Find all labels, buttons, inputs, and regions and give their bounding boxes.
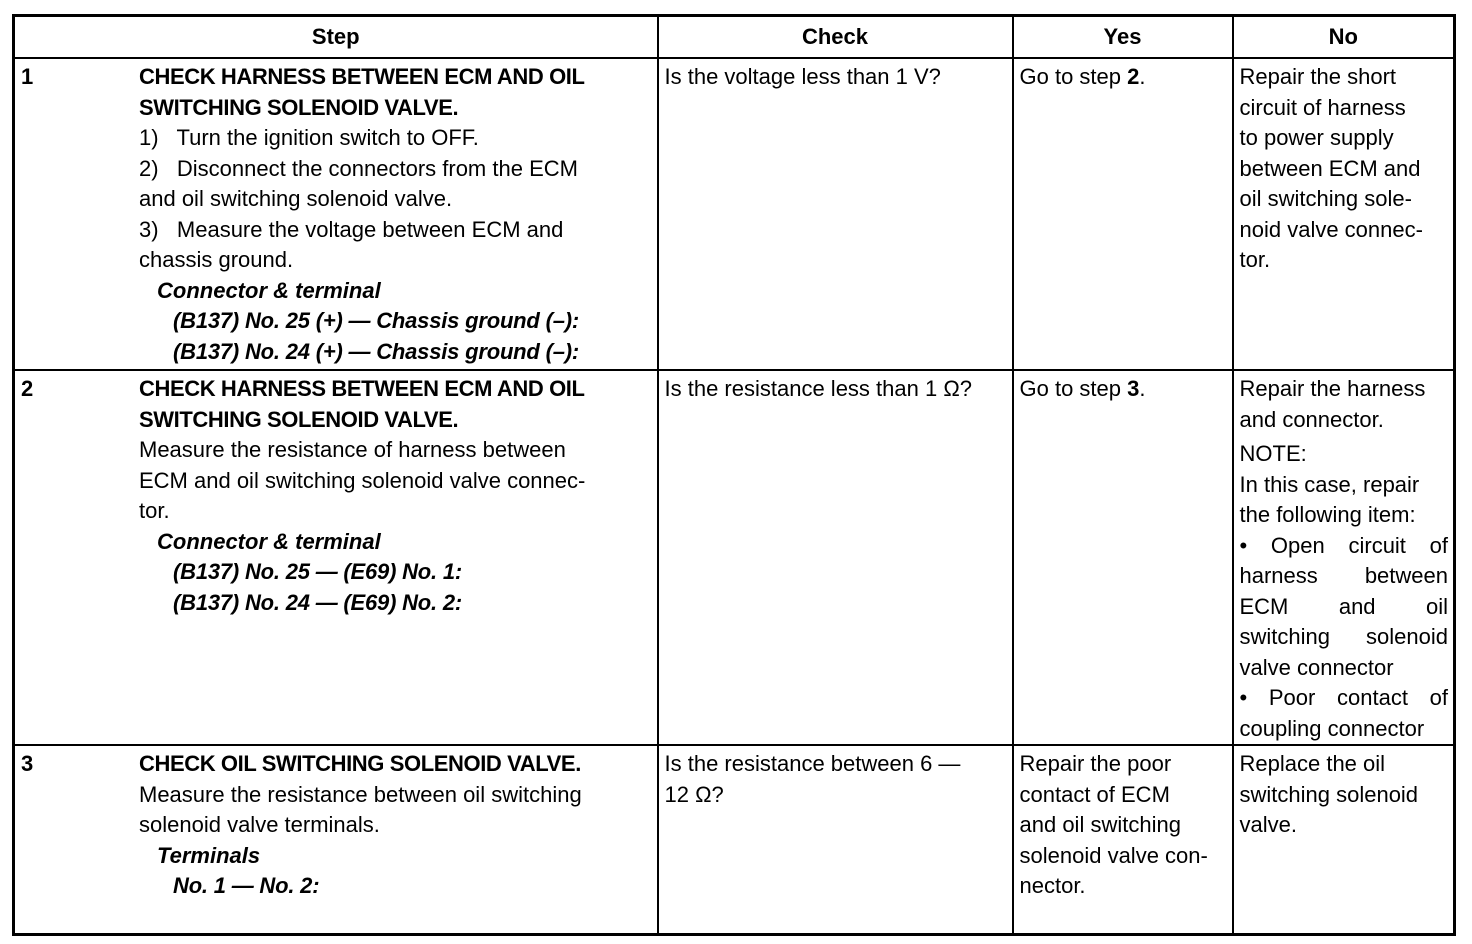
yes-text-line: contact of ECM xyxy=(1019,781,1170,807)
yes-text-line: and oil switching xyxy=(1019,812,1181,837)
connector-item: (B137) No. 24 — (E69) No. 2: xyxy=(173,589,463,615)
step-title-line: CHECK OIL SWITCHING SOLENOID VALVE. xyxy=(139,751,581,776)
step-description xyxy=(139,59,657,367)
check-cell xyxy=(658,370,1013,745)
no-text-line: Repair the harness xyxy=(1239,376,1426,401)
header-yes: Yes xyxy=(1013,16,1233,59)
connector-heading: Connector & terminal xyxy=(157,528,381,554)
note-line: • Open circuit of xyxy=(1239,532,1448,558)
diagnostic-table xyxy=(12,14,1456,936)
yes-text-line: Repair the poor xyxy=(1019,751,1172,776)
note-line: In this case, repair xyxy=(1239,471,1420,497)
note-line: the following item: xyxy=(1239,502,1416,527)
table-row xyxy=(14,745,1455,934)
check-cell xyxy=(658,745,1013,934)
check-cell xyxy=(658,58,1013,370)
header-step: Step xyxy=(14,16,658,59)
no-cell xyxy=(1233,745,1455,934)
connector-item: (B137) No. 24 (+) — Chassis ground (–): xyxy=(173,338,579,364)
no-text-line: Repair the short xyxy=(1239,64,1397,89)
step-cell xyxy=(14,370,658,745)
note-line: • Poor contact of xyxy=(1239,685,1448,710)
step-title-line: SWITCHING SOLENOID VALVE. xyxy=(139,94,459,120)
table-header-row xyxy=(14,16,1455,59)
terminal-item: No. 1 — No. 2: xyxy=(173,873,320,898)
table-row xyxy=(14,370,1455,745)
no-text-line: valve. xyxy=(1239,812,1297,837)
step-body-line: Measure the resistance of harness between xyxy=(139,437,566,462)
step-description xyxy=(139,371,657,618)
step-body-line: 1) Turn the ignition switch to OFF. xyxy=(139,125,479,150)
yes-step-number: 2 xyxy=(1127,64,1140,89)
check-text: Is the resistance less than 1 Ω? xyxy=(664,376,972,401)
no-text-line: between ECM and xyxy=(1239,155,1421,181)
table-row xyxy=(14,58,1455,370)
yes-text-line: nector. xyxy=(1019,873,1086,898)
no-cell xyxy=(1233,370,1455,745)
step-title-line: CHECK HARNESS BETWEEN ECM AND OIL xyxy=(139,64,585,89)
header-no: No xyxy=(1233,16,1455,59)
no-text-line: circuit of harness xyxy=(1239,94,1406,120)
check-text-line: 12 Ω? xyxy=(664,781,724,807)
connector-item: (B137) No. 25 — (E69) No. 1: xyxy=(173,559,463,584)
check-text-line: Is the resistance between 6 — xyxy=(664,751,961,776)
step-number: 1 xyxy=(21,64,34,89)
step-body-line: and oil switching solenoid valve. xyxy=(139,186,453,211)
no-text-line: oil switching sole- xyxy=(1239,186,1412,211)
step-body-line: ECM and oil switching solenoid valve connec- xyxy=(139,467,586,493)
connector-heading: Connector & terminal xyxy=(157,277,381,303)
note-line: harness between xyxy=(1239,563,1448,588)
step-body-line: 3) Measure the voltage between ECM and xyxy=(139,216,564,242)
header-check: Check xyxy=(658,16,1013,59)
yes-text: Go to step xyxy=(1019,376,1128,401)
step-cell xyxy=(14,58,658,370)
step-number: 3 xyxy=(21,751,34,776)
step-cell xyxy=(14,745,658,934)
yes-suffix: . xyxy=(1139,64,1146,89)
no-text-line: switching solenoid xyxy=(1239,781,1419,807)
note-label: NOTE: xyxy=(1239,441,1307,466)
no-text-line: tor. xyxy=(1239,247,1271,272)
step-body-line: tor. xyxy=(139,498,170,523)
check-text: Is the voltage less than 1 V? xyxy=(664,64,941,89)
no-text-line: Replace the oil xyxy=(1239,751,1386,776)
no-text-line: noid valve connec- xyxy=(1239,216,1423,242)
yes-text-line: solenoid valve con- xyxy=(1019,842,1208,868)
step-body-line: Measure the resistance between oil switching xyxy=(139,781,582,807)
step-body-line: chassis ground. xyxy=(139,247,294,272)
yes-cell xyxy=(1013,745,1233,934)
no-text-line: to power supply xyxy=(1239,125,1394,150)
note-line: coupling connector xyxy=(1239,715,1425,741)
terminals-heading: Terminals xyxy=(157,842,261,868)
step-title-line: SWITCHING SOLENOID VALVE. xyxy=(139,406,459,432)
no-cell xyxy=(1233,58,1455,370)
yes-cell xyxy=(1013,370,1233,745)
yes-suffix: . xyxy=(1139,376,1146,401)
no-text-line: and connector. xyxy=(1239,406,1384,432)
note-line: ECM and oil xyxy=(1239,593,1448,619)
yes-text: Go to step xyxy=(1019,64,1128,89)
connector-item: (B137) No. 25 (+) — Chassis ground (–): xyxy=(173,308,579,333)
yes-step-number: 3 xyxy=(1127,376,1140,401)
step-body-line: 2) Disconnect the connectors from the ECM xyxy=(139,155,578,181)
note-line: switching solenoid xyxy=(1239,624,1448,649)
step-title-line: CHECK HARNESS BETWEEN ECM AND OIL xyxy=(139,376,585,401)
step-body-line: solenoid valve terminals. xyxy=(139,812,380,837)
step-number: 2 xyxy=(21,376,34,401)
step-description xyxy=(139,746,657,902)
note-line: valve connector xyxy=(1239,654,1394,680)
yes-cell xyxy=(1013,58,1233,370)
